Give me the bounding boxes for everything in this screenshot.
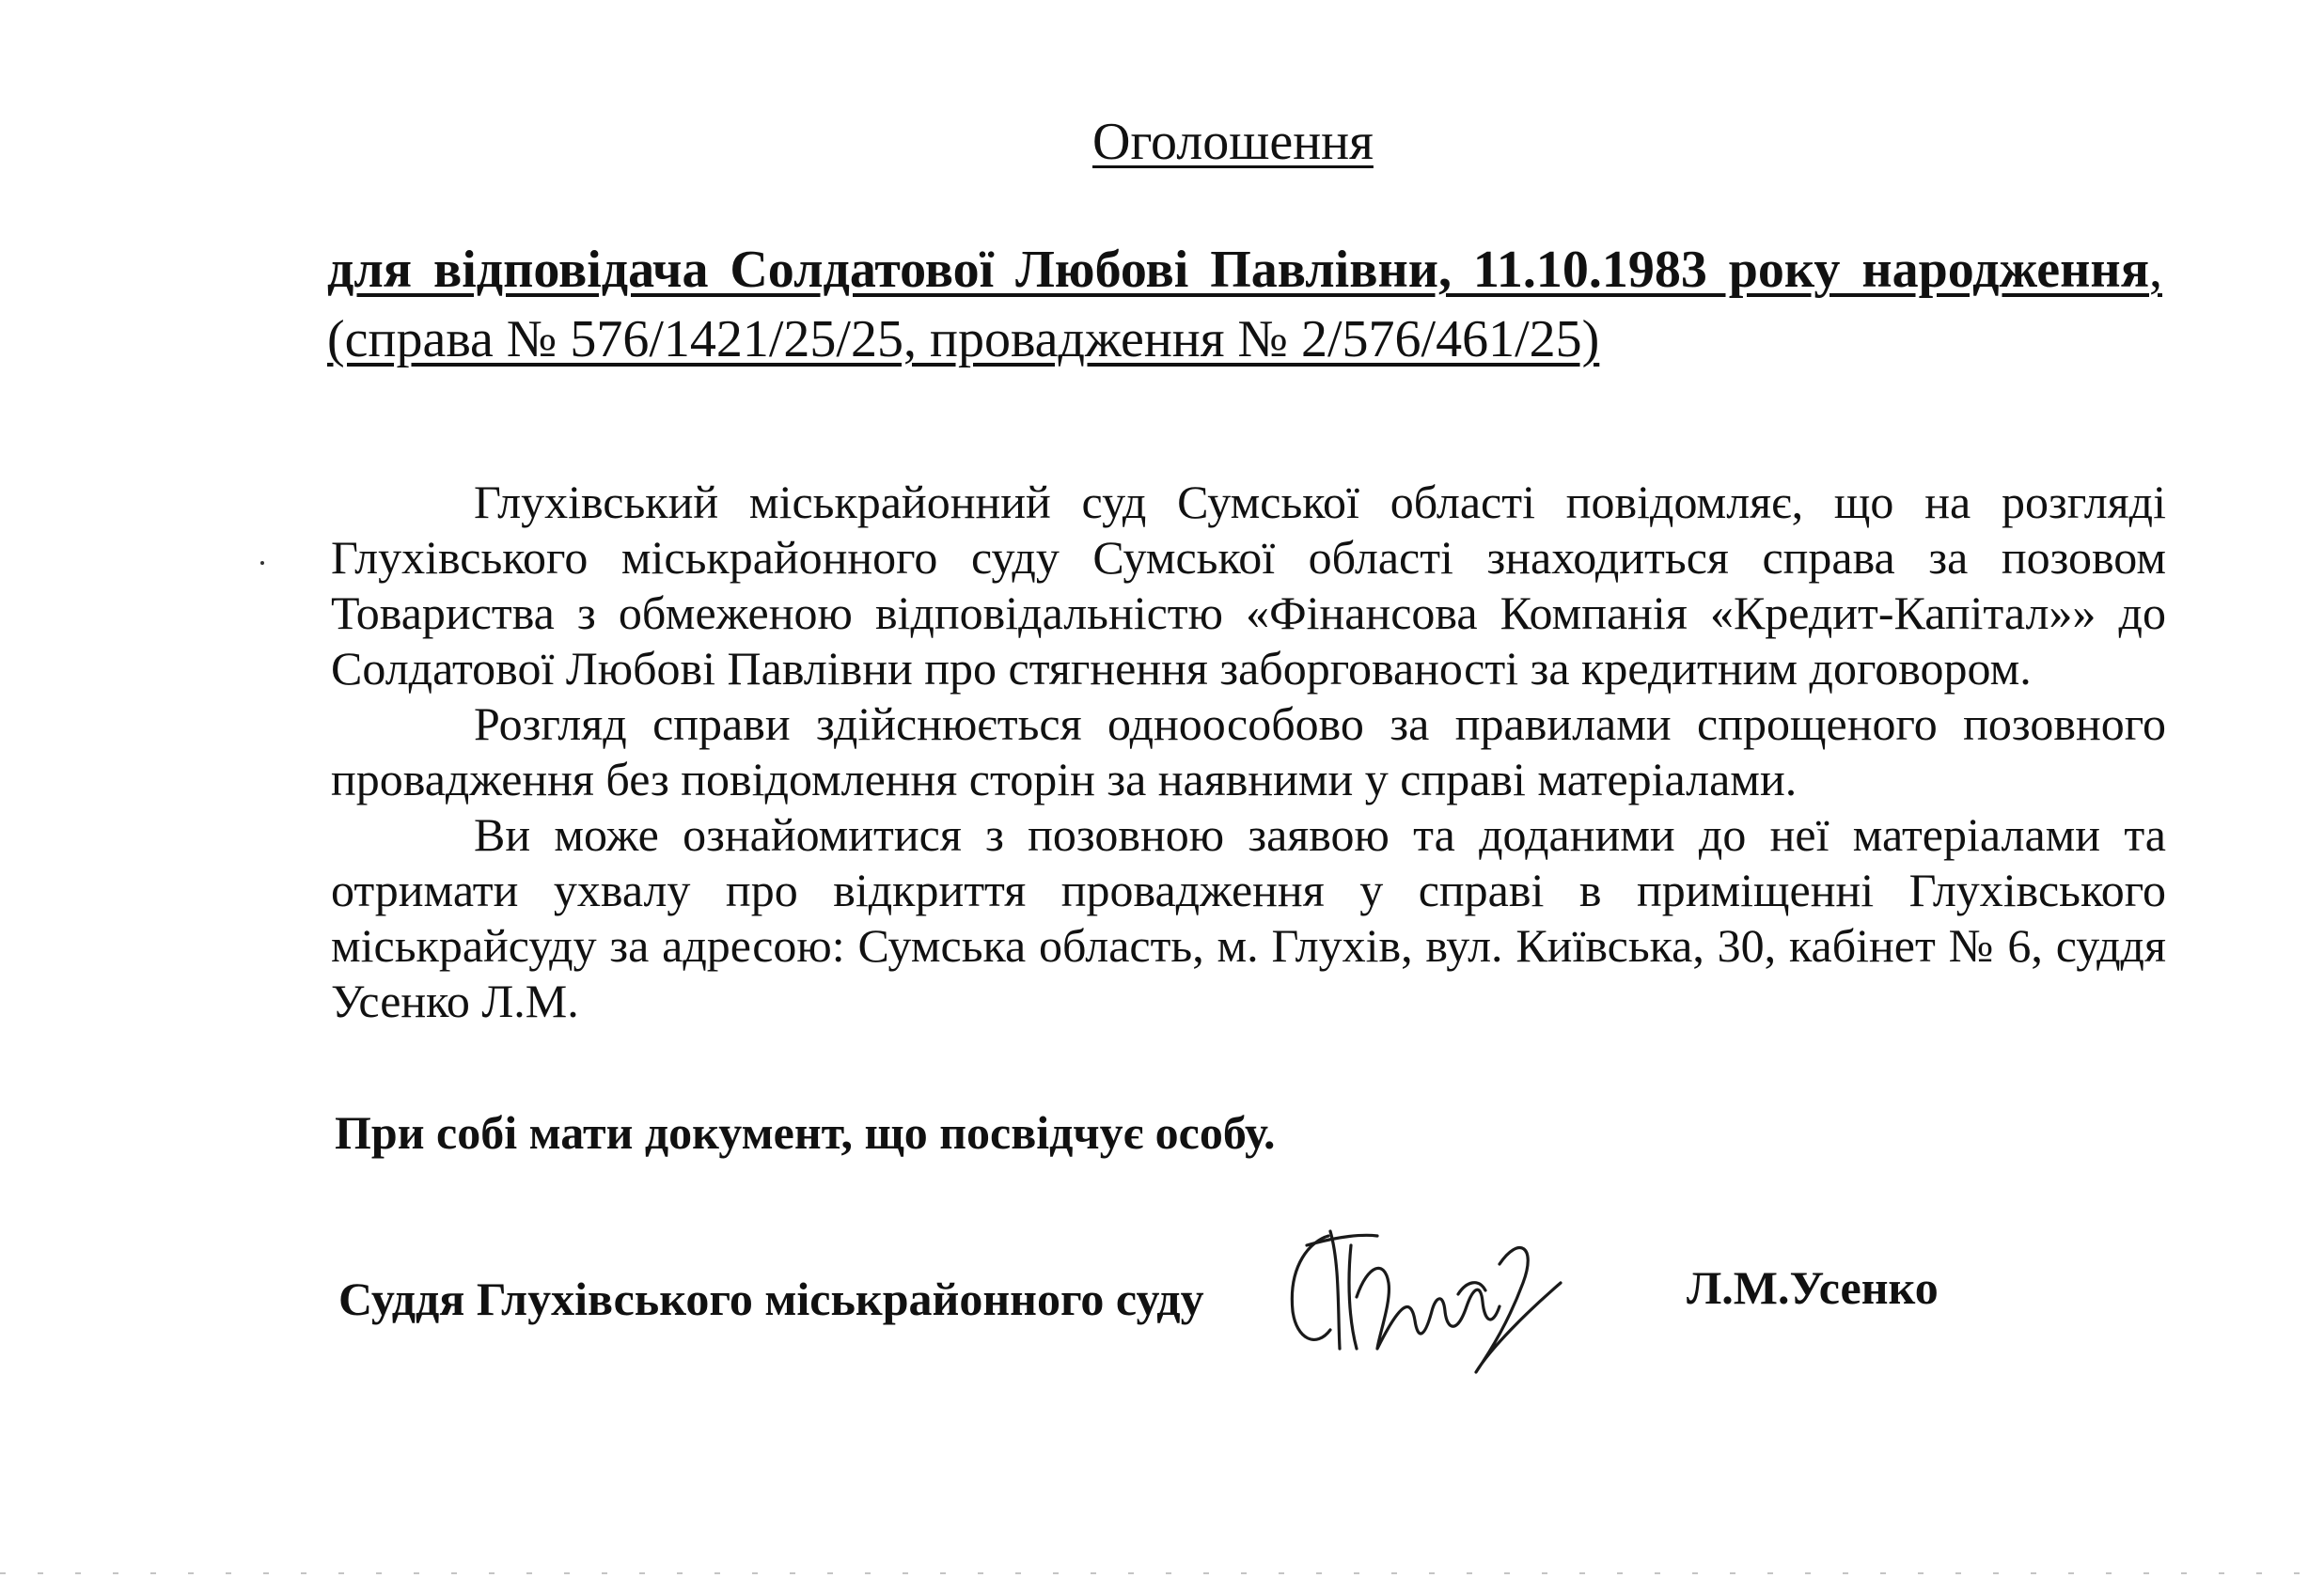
handwritten-signature xyxy=(1274,1208,1575,1396)
case-reference: , (справа № 576/1421/25/25, провадження № 2/576/461/25) xyxy=(327,241,2162,368)
id-notice: При собі мати документ, що посвідчує особу. xyxy=(335,1106,1276,1159)
judge-position: Суддя Глухівського міськрайонного суду xyxy=(338,1273,1204,1325)
addressee-bold: для відповідача Солдатової Любові Павлівни, 11.10.1983 року народження xyxy=(327,241,2149,299)
paragraph-case-info: Глухівський міськрайонний суд Сумської області повідомляє, що на розгляді Глухівського міськрайонного суду Сумської області знаходиться справа за позовом Товариства з обмеженою відповідальністю «Фінансова Компанія «Кредит-Капітал»» до Солдатової Любові Павлівни про стягнення заборгованості за кредитним договором. xyxy=(331,476,2166,695)
judge-name: Л.М.Усенко xyxy=(1687,1261,1939,1314)
scan-artifact-dot xyxy=(260,561,264,565)
addressee-line xyxy=(327,235,2162,374)
announcement-body xyxy=(331,475,2166,1029)
paragraph-review-location: Ви може ознайомитися з позовною заявою та доданими до неї матеріалами та отримати ухвалу про відкриття провадження у справі в приміщенні Глухівського міськрайсуду за адресою: Сумська область, м. Глухів, вул. Київська, 30, кабінет № 6, суддя Усенко Л.М. xyxy=(331,808,2166,1027)
document-title: Оголошення xyxy=(1092,113,1374,171)
paragraph-procedure: Розгляд справи здійснюється одноособово за правилами спрощеного позовного провадження без повідомлення сторін за наявними у справі матеріалами. xyxy=(331,697,2166,805)
scan-edge-artifact xyxy=(0,1572,2324,1574)
